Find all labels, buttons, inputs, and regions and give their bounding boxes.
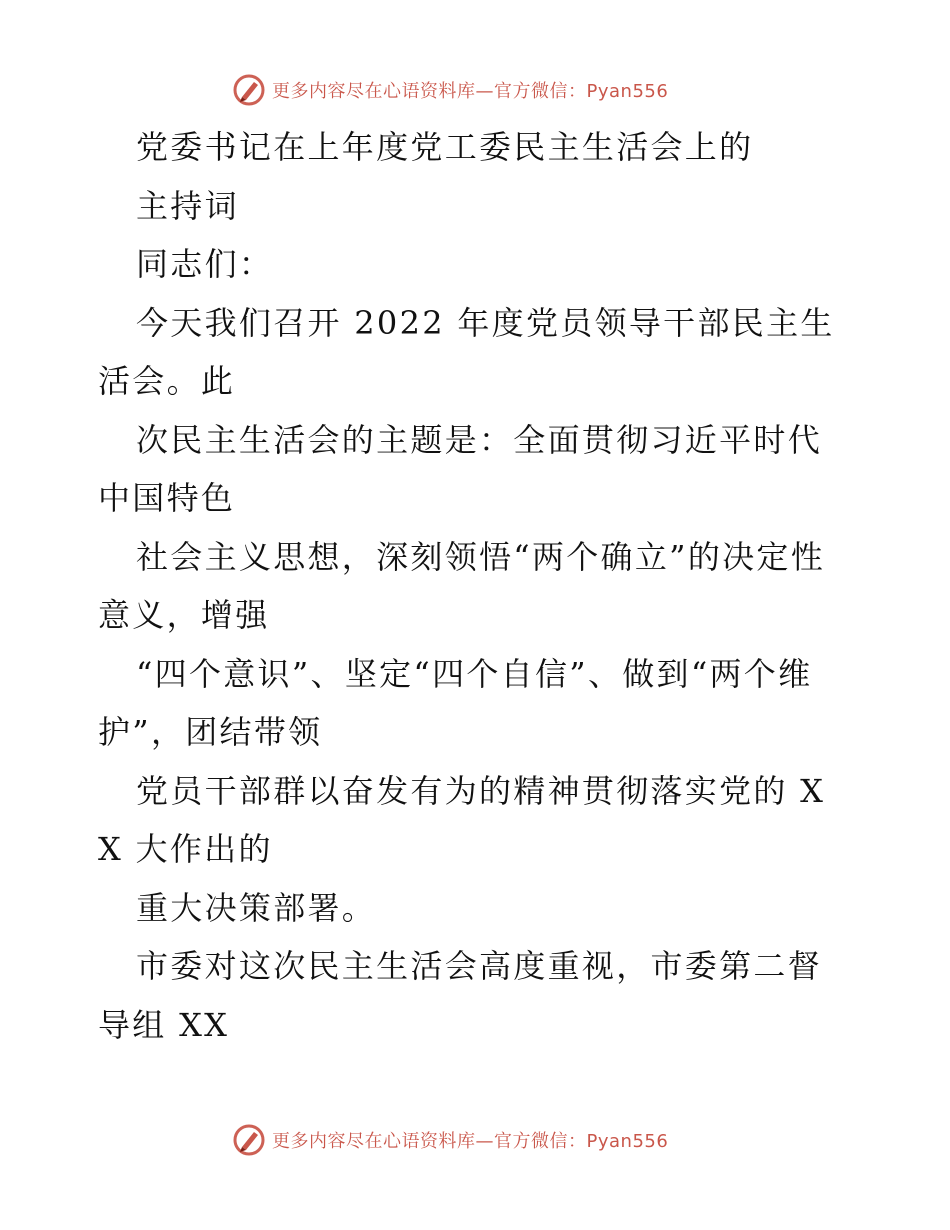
doc-paragraph: 社会主义思想，深刻领悟“两个确立”的决定性意义，增强 xyxy=(98,537,826,634)
header-watermark-banner xyxy=(232,72,668,108)
pen-logo-icon xyxy=(232,73,266,107)
doc-paragraph: 今天我们召开 2022 年度党员领导干部民主生活会。此 xyxy=(98,303,835,400)
doc-paragraph: 党员干部群以奋发有为的精神贯彻落实党的 XX 大作出的 xyxy=(98,771,826,868)
doc-paragraph: 次民主生活会的主题是：全面贯彻习近平时代中国特色 xyxy=(98,420,823,517)
doc-paragraph: “四个意识”、坚定“四个自信”、做到“两个维护”，团结带领 xyxy=(98,654,813,751)
header-banner-text: 更多内容尽在心语资料库—官方微信：Pyan556 xyxy=(272,81,669,102)
doc-paragraph: 重大决策部署。 xyxy=(136,888,377,927)
pen-logo-icon xyxy=(232,1123,266,1157)
footer-banner-text: 更多内容尽在心语资料库—官方微信：Pyan556 xyxy=(272,1131,669,1152)
doc-title-line-2: 主持词 xyxy=(136,186,239,225)
doc-title-line-1: 党委书记在上年度党工委民主生活会上的 xyxy=(136,128,754,166)
document-body xyxy=(98,118,850,1054)
footer-watermark-banner xyxy=(232,1122,668,1158)
doc-salutation: 同志们： xyxy=(136,245,274,283)
doc-paragraph: 市委对这次民主生活会高度重视，市委第二督导组 XX xyxy=(98,947,823,1044)
